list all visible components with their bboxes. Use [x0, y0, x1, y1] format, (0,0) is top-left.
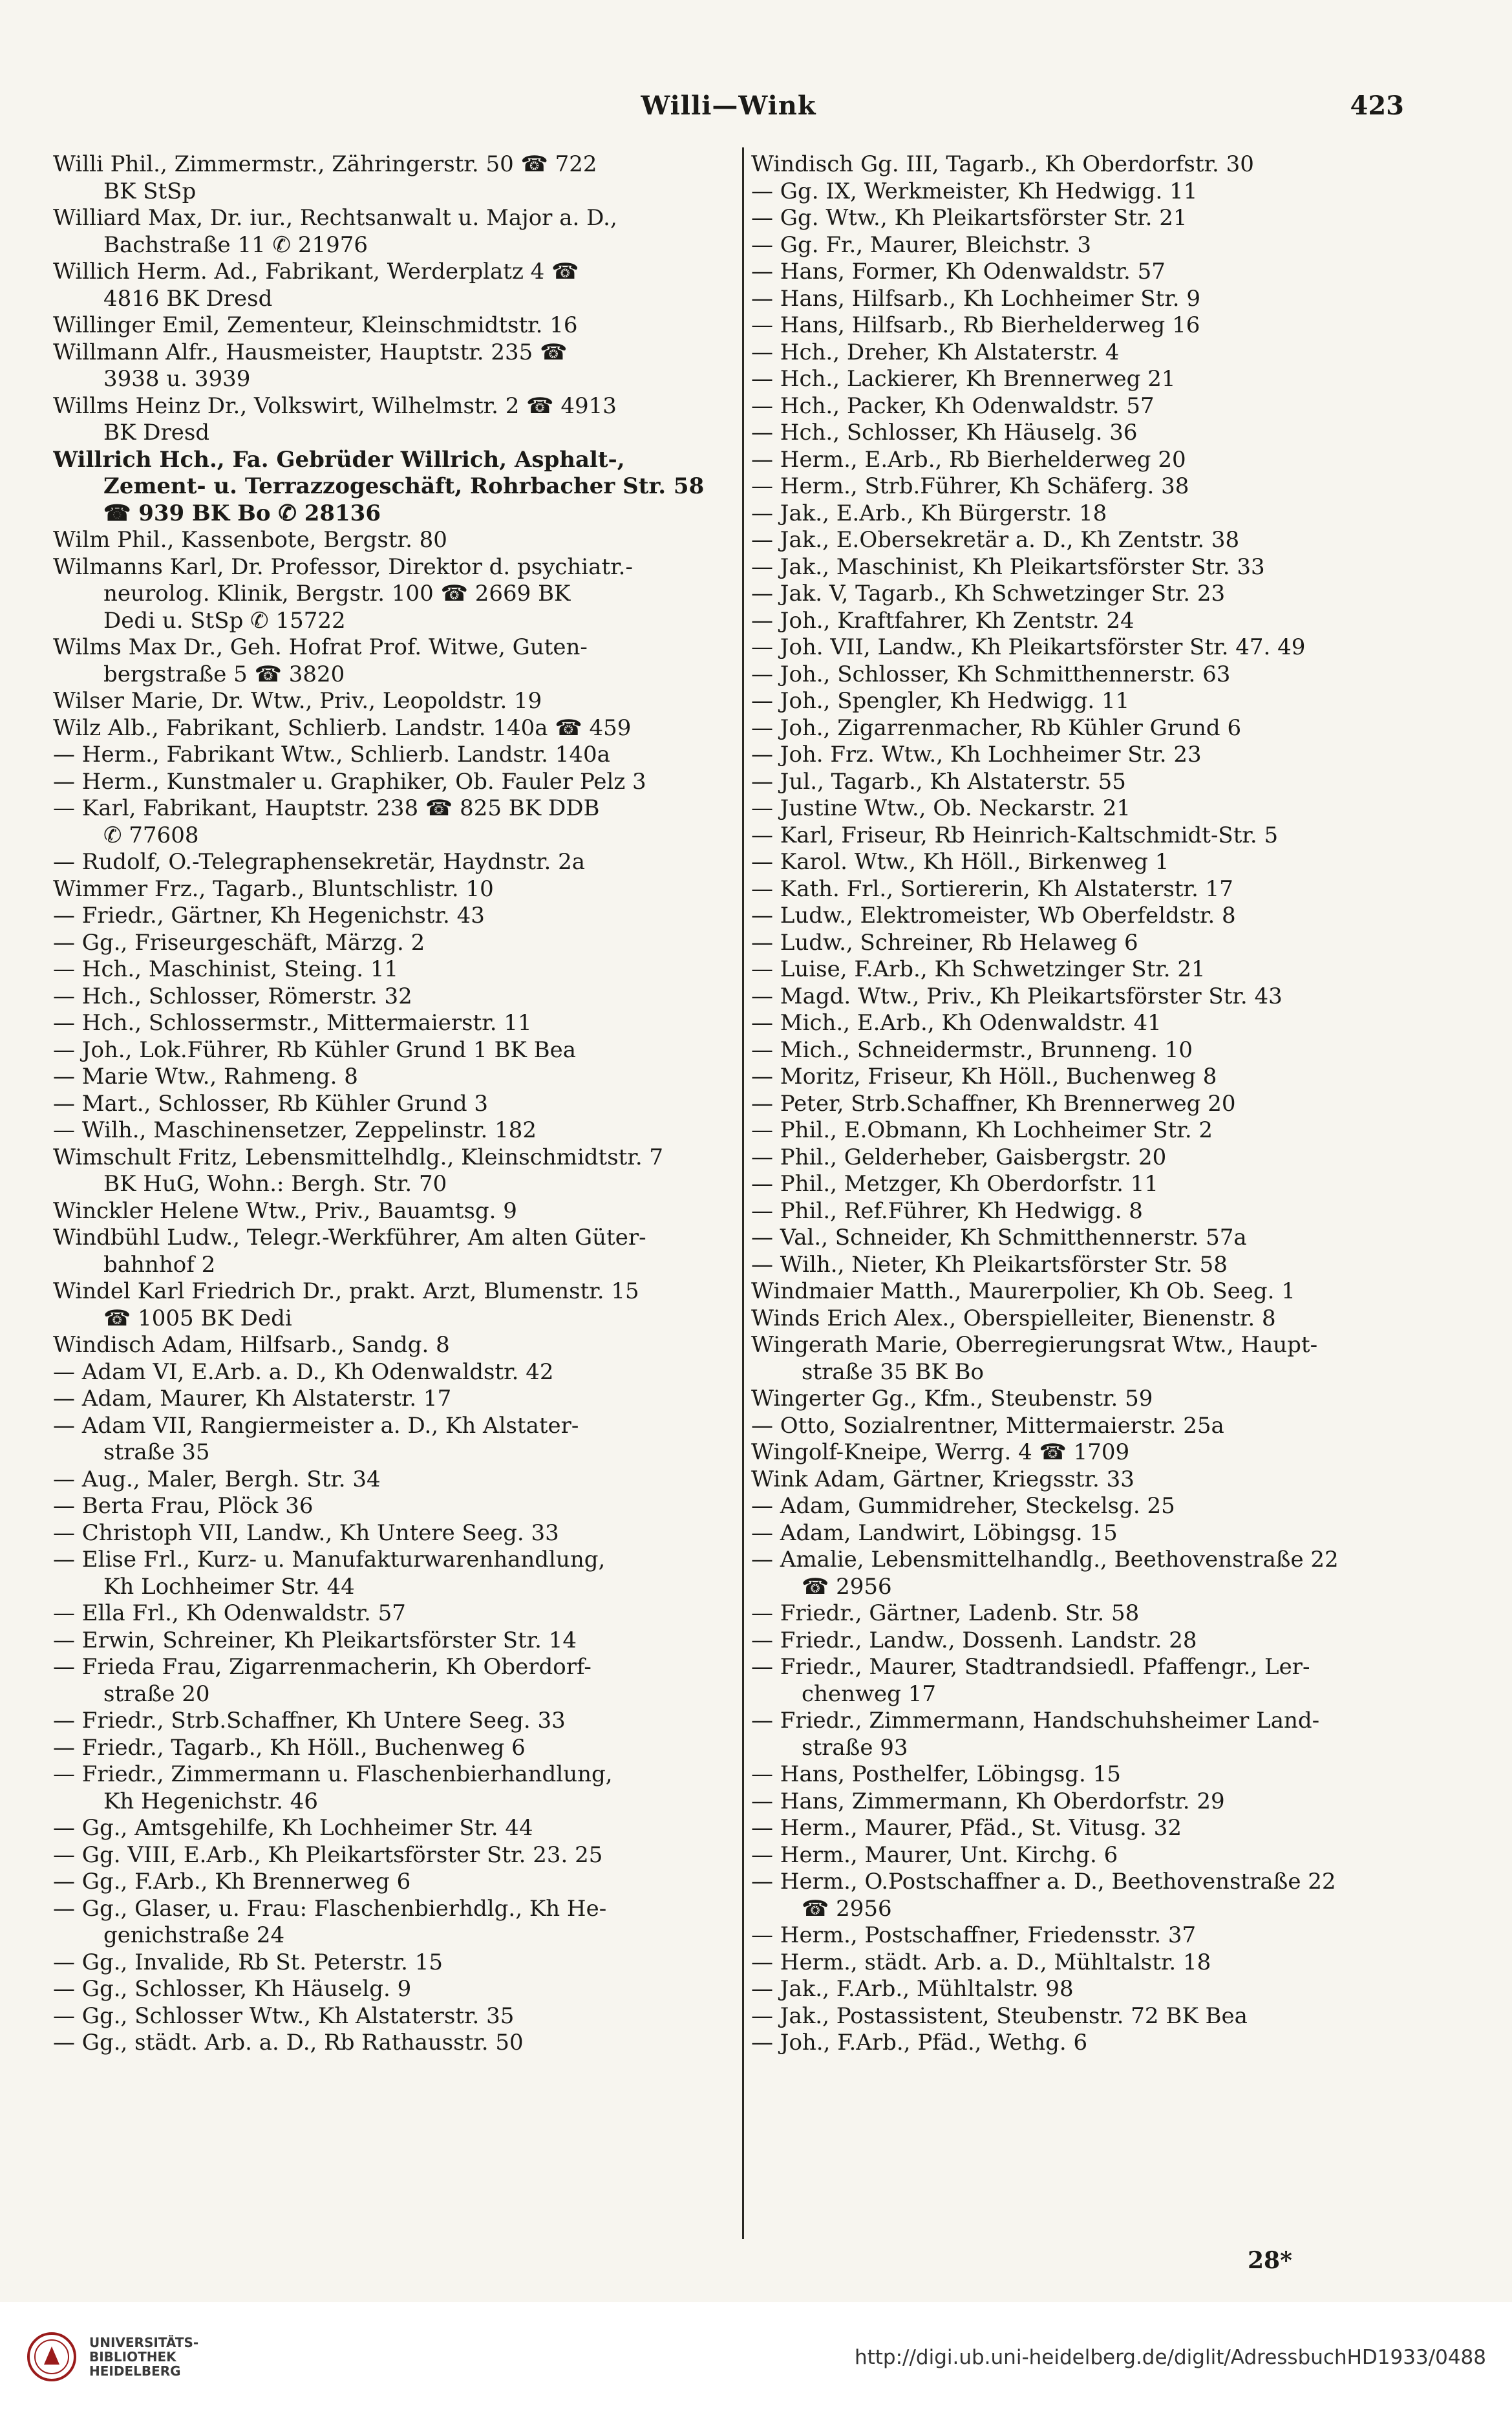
directory-entry [751, 1949, 1398, 1977]
directory-entry [53, 339, 725, 393]
entry-continuation-line: straße 20 [103, 1680, 210, 1707]
directory-entry [751, 1815, 1398, 1842]
entry-line: — Jak., Maschinist, Kh Pleikartsförster Str. 33 [751, 553, 1265, 580]
directory-entry [53, 795, 725, 849]
directory-entry [53, 769, 725, 796]
entry-line: — Hch., Schlossermstr., Mittermaierstr. 11 [53, 1010, 532, 1036]
entry-line: — Gg. IX, Werkmeister, Kh Hedwigg. 11 [751, 178, 1198, 204]
entry-line: — Gg., F.Arb., Kh Brennerweg 6 [53, 1869, 411, 1895]
entry-line: — Herm., Kunstmaler u. Graphiker, Ob. Fauler Pelz 3 [53, 768, 646, 795]
entry-line: — Gg., Schlosser Wtw., Kh Alstaterstr. 35 [53, 2002, 515, 2029]
directory-entry [751, 1144, 1398, 1172]
entry-line: Wilm Phil., Kassenbote, Bergstr. 80 [53, 527, 447, 553]
directory-entry [751, 447, 1398, 474]
entry-line: Wingerath Marie, Oberregierungsrat Wtw., Haupt- [751, 1332, 1318, 1358]
directory-entry [751, 286, 1398, 313]
entry-line: Wingolf-Kneipe, Werrg. 4 ☎ 1709 [751, 1439, 1130, 1465]
entry-line: — Justine Wtw., Ob. Neckarstr. 21 [751, 795, 1131, 821]
directory-entry [751, 849, 1398, 876]
directory-entry [751, 1091, 1398, 1118]
entry-continuation-line: chenweg 17 [802, 1680, 937, 1707]
entry-continuation-line: straße 35 BK Bo [802, 1358, 984, 1385]
entry-line: — Jak., Postassistent, Steubenstr. 72 BK Bea [751, 2002, 1248, 2029]
entry-line: — Friedr., Tagarb., Kh Höll., Buchenweg 6 [53, 1734, 526, 1761]
directory-entry [53, 1198, 725, 1225]
running-head: Willi—Wink [641, 91, 816, 121]
entry-line: Windmaier Matth., Maurerpolier, Kh Ob. Seeg. 1 [751, 1278, 1295, 1304]
directory-entry [53, 205, 725, 259]
directory-entry [53, 527, 725, 554]
directory-entry [53, 1949, 725, 1977]
directory-entry [53, 1144, 725, 1198]
entry-line: — Friedr., Zimmermann, Handschuhsheimer Land- [751, 1708, 1320, 1734]
directory-entry [53, 2030, 725, 2057]
directory-entry [751, 1413, 1398, 1440]
entry-continuation-line: ☎ 939 BK Bo ✆ 28136 [103, 500, 381, 526]
directory-entry [751, 420, 1398, 447]
directory-entry [53, 1278, 725, 1332]
entry-line: — Friedr., Maurer, Stadtrandsiedl. Pfaffengr., Ler- [751, 1654, 1310, 1680]
directory-entry [751, 1788, 1398, 1816]
entry-line: — Luise, F.Arb., Kh Schwetzinger Str. 21 [751, 956, 1206, 982]
entry-line: — Adam VII, Rangiermeister a. D., Kh Alstater- [53, 1412, 579, 1439]
directory-entry [53, 151, 725, 205]
right-column [751, 151, 1398, 2057]
entry-line: Wimmer Frz., Tagarb., Bluntschlistr. 10 [53, 875, 494, 902]
directory-entry [751, 715, 1398, 742]
entry-line: — Gg., Amtsgehilfe, Kh Lochheimer Str. 44 [53, 1815, 533, 1841]
directory-entry [751, 1305, 1398, 1333]
library-branding [26, 2331, 198, 2383]
entry-continuation-line: straße 35 [103, 1439, 210, 1465]
entry-line: — Gg. VIII, E.Arb., Kh Pleikartsförster Str. 23. 25 [53, 1841, 603, 1868]
directory-entry [53, 1010, 725, 1037]
entry-line: Wilms Max Dr., Geh. Hofrat Prof. Witwe, Guten- [53, 634, 588, 660]
directory-entry [53, 742, 725, 769]
directory-entry [53, 1815, 725, 1842]
directory-entry [751, 1252, 1398, 1279]
directory-entry [53, 876, 725, 903]
entry-line: — Kath. Frl., Sortiererin, Kh Alstaterstr. 17 [751, 875, 1233, 902]
entry-line: — Gg. Fr., Maurer, Bleichstr. 3 [751, 231, 1092, 258]
directory-entry [53, 1332, 725, 1359]
directory-entry [53, 1413, 725, 1466]
entry-line: — Gg., Glaser, u. Frau: Flaschenbierhdlg., Kh He- [53, 1895, 607, 1922]
directory-entry [751, 393, 1398, 420]
entry-line: — Joh. Frz. Wtw., Kh Lochheimer Str. 23 [751, 742, 1202, 768]
directory-entry [751, 1869, 1398, 1922]
directory-entry [53, 1735, 725, 1762]
entry-continuation-line: ☎ 2956 [802, 1573, 892, 1600]
entry-line: — Moritz, Friseur, Kh Höll., Buchenweg 8 [751, 1064, 1217, 1090]
signature-mark: 28* [1248, 2247, 1292, 2274]
entry-line: Williard Max, Dr. iur., Rechtsanwalt u. Major a. D., [53, 205, 617, 231]
source-url[interactable]: http://digi.ub.uni-heidelberg.de/diglit/AdressbuchHD1933/0488 [854, 2346, 1486, 2369]
directory-entry [751, 930, 1398, 957]
entry-line: — Herm., Strb.Führer, Kh Schäferg. 38 [751, 473, 1189, 499]
directory-entry [751, 1976, 1398, 2003]
entry-line: — Frieda Frau, Zigarrenmacherin, Kh Oberdorf- [53, 1654, 591, 1680]
column-divider [742, 147, 744, 2239]
directory-entry [751, 1520, 1398, 1547]
entry-line: — Wilh., Nieter, Kh Pleikartsförster Str. 58 [751, 1251, 1228, 1278]
entry-line: — Jak., E.Arb., Kh Bürgerstr. 18 [751, 500, 1107, 526]
entry-line: — Gg., Schlosser, Kh Häuselg. 9 [53, 1976, 412, 2002]
entry-line: — Hch., Lackierer, Kh Brennerweg 21 [751, 366, 1176, 392]
entry-line: — Gg., Friseurgeschäft, Märzg. 2 [53, 929, 425, 956]
directory-entry [751, 151, 1398, 178]
entry-line: — Marie Wtw., Rahmeng. 8 [53, 1064, 358, 1090]
directory-entry [751, 634, 1398, 661]
entry-line: — Karl, Friseur, Rb Heinrich-Kaltschmidt-Str. 5 [751, 822, 1279, 848]
entry-line: — Herm., Postschaffner, Friedensstr. 37 [751, 1922, 1197, 1948]
directory-entry [751, 1654, 1398, 1708]
entry-line: — Ella Frl., Kh Odenwaldstr. 57 [53, 1600, 406, 1626]
directory-entry [751, 205, 1398, 232]
directory-entry [751, 232, 1398, 259]
directory-entry [53, 1117, 725, 1144]
entry-line: — Hans, Posthelfer, Löbingsg. 15 [751, 1761, 1121, 1787]
entry-line: — Hans, Former, Kh Odenwaldstr. 57 [751, 259, 1166, 284]
entry-line: Willich Herm. Ad., Fabrikant, Werderplatz 4 ☎ [53, 259, 579, 284]
directory-entry [53, 259, 725, 312]
entry-line: — Friedr., Gärtner, Kh Hegenichstr. 43 [53, 903, 485, 929]
directory-entry [53, 2003, 725, 2030]
directory-entry [53, 1493, 725, 1520]
entry-continuation-line: Kh Lochheimer Str. 44 [103, 1573, 355, 1600]
entry-line: — Herm., Fabrikant Wtw., Schlierb. Landstr. 140a [53, 742, 610, 768]
directory-entry [53, 447, 725, 528]
directory-entry [751, 742, 1398, 769]
entry-line: Winds Erich Alex., Oberspielleiter, Bienenstr. 8 [751, 1305, 1276, 1331]
entry-line: — Hch., Packer, Kh Odenwaldstr. 57 [751, 392, 1155, 419]
entry-line: — Herm., Maurer, Unt. Kirchg. 6 [751, 1841, 1118, 1868]
entry-line: — Joh., Kraftfahrer, Kh Zentstr. 24 [751, 607, 1134, 634]
directory-entry [751, 312, 1398, 339]
directory-entry [751, 1493, 1398, 1520]
entry-line: Winckler Helene Wtw., Priv., Bauamtsg. 9 [53, 1197, 517, 1224]
entry-continuation-line: 3938 u. 3939 [103, 366, 251, 392]
entry-line: — Hans, Hilfsarb., Rb Bierhelderweg 16 [751, 312, 1200, 338]
directory-entry [751, 1332, 1398, 1386]
entry-continuation-line: Bachstraße 11 ✆ 21976 [103, 231, 368, 258]
entry-line: Wilmanns Karl, Dr. Professor, Direktor d. psychiatr.- [53, 553, 633, 580]
directory-entry [53, 312, 725, 339]
entry-line: — Phil., Gelderheber, Gaisbergstr. 20 [751, 1144, 1167, 1170]
entry-line: Wilz Alb., Fabrikant, Schlierb. Landstr. 140a ☎ 459 [53, 714, 632, 741]
entry-line: Willms Heinz Dr., Volkswirt, Wilhelmstr. 2 ☎ 4913 [53, 392, 617, 419]
directory-entry [751, 1466, 1398, 1494]
entry-line: — Gg., städt. Arb. a. D., Rb Rathausstr. 50 [53, 2030, 524, 2056]
entry-line: — Otto, Sozialrentner, Mittermaierstr. 25a [751, 1412, 1224, 1439]
entry-line: — Amalie, Lebensmittelhandlg., Beethovenstraße 22 [751, 1547, 1339, 1573]
entry-continuation-line: BK StSp [103, 178, 197, 204]
entry-line: — Friedr., Zimmermann u. Flaschenbierhandlung, [53, 1761, 613, 1787]
entry-line: Willrich Hch., Fa. Gebrüder Willrich, Asphalt-, [53, 446, 625, 473]
directory-entry [53, 634, 725, 688]
entry-line: — Joh., Spengler, Kh Hedwigg. 11 [751, 688, 1130, 714]
directory-entry [53, 688, 725, 715]
directory-entry [53, 393, 725, 447]
entry-continuation-line: ✆ 77608 [103, 822, 199, 848]
directory-entry [53, 1976, 725, 2003]
directory-entry [53, 930, 725, 957]
entry-line: — Ludw., Schreiner, Rb Helaweg 6 [751, 929, 1138, 956]
entry-continuation-line: 4816 BK Dresd [103, 285, 273, 312]
entry-line: — Herm., Maurer, Pfäd., St. Vitusg. 32 [751, 1815, 1182, 1841]
entry-line: — Jak., E.Obersekretär a. D., Kh Zentstr. 38 [751, 527, 1240, 553]
entry-line: Windisch Adam, Hilfsarb., Sandg. 8 [53, 1332, 450, 1358]
directory-entry [53, 1547, 725, 1600]
directory-entry [751, 581, 1398, 608]
directory-entry [751, 1037, 1398, 1064]
directory-entry [751, 1922, 1398, 1949]
entry-line: Wilser Marie, Dr. Wtw., Priv., Leopoldstr. 19 [53, 688, 542, 714]
directory-entry [53, 1600, 725, 1627]
directory-entry [53, 956, 725, 983]
entry-line: — Phil., Metzger, Kh Oberdorfstr. 11 [751, 1171, 1158, 1197]
directory-entry [751, 259, 1398, 286]
directory-entry [751, 795, 1398, 822]
directory-entry [751, 178, 1398, 206]
entry-line: — Herm., O.Postschaffner a. D., Beethovenstraße 22 [751, 1869, 1336, 1895]
entry-continuation-line: ☎ 2956 [802, 1895, 892, 1922]
entry-continuation-line: BK Dresd [103, 420, 210, 445]
entry-line: Wimschult Fritz, Lebensmittelhdlg., Kleinschmidtstr. 7 [53, 1144, 664, 1170]
directory-entry [751, 1627, 1398, 1655]
directory-entry [751, 1600, 1398, 1627]
library-seal-icon [26, 2331, 78, 2383]
entry-continuation-line: Zement- u. Terrazzogeschäft, Rohrbacher Str. 58 [103, 473, 705, 499]
entry-continuation-line: genichstraße 24 [103, 1922, 285, 1948]
entry-line: — Herm., städt. Arb. a. D., Mühltalstr. 18 [751, 1949, 1211, 1975]
entry-line: — Joh., Zigarrenmacher, Rb Kühler Grund 6 [751, 714, 1242, 741]
directory-entry [751, 1761, 1398, 1788]
entry-line: — Mich., E.Arb., Kh Odenwaldstr. 41 [751, 1010, 1162, 1036]
entry-line: — Friedr., Gärtner, Ladenb. Str. 58 [751, 1600, 1140, 1626]
entry-continuation-line: straße 93 [802, 1734, 908, 1761]
directory-entry [53, 1654, 725, 1708]
entry-line: Wink Adam, Gärtner, Kriegsstr. 33 [751, 1466, 1134, 1492]
page-number: 423 [1350, 91, 1404, 121]
entry-line: — Hans, Zimmermann, Kh Oberdorfstr. 29 [751, 1788, 1225, 1814]
entry-line: — Jul., Tagarb., Kh Alstaterstr. 55 [751, 768, 1126, 795]
directory-entry [751, 1386, 1398, 1413]
entry-line: — Berta Frau, Plöck 36 [53, 1493, 314, 1519]
entry-line: — Joh., Lok.Führer, Rb Kühler Grund 1 BK Bea [53, 1036, 577, 1063]
directory-entry [751, 1278, 1398, 1305]
directory-entry [751, 1010, 1398, 1037]
entry-line: — Hch., Schlosser, Kh Häuselg. 36 [751, 420, 1138, 445]
directory-entry [53, 1708, 725, 1735]
directory-entry [751, 822, 1398, 850]
entry-line: Wingerter Gg., Kfm., Steubenstr. 59 [751, 1386, 1153, 1412]
directory-entry [53, 1359, 725, 1386]
directory-entry [53, 849, 725, 876]
entry-continuation-line: Dedi u. StSp ✆ 15722 [103, 607, 346, 634]
directory-entry [751, 983, 1398, 1011]
directory-entry [53, 1520, 725, 1547]
directory-entry [751, 366, 1398, 393]
entry-line: — Phil., E.Obmann, Kh Lochheimer Str. 2 [751, 1117, 1213, 1143]
entry-line: Willinger Emil, Zementeur, Kleinschmidtstr. 16 [53, 312, 578, 338]
entry-line: — Hch., Schlosser, Römerstr. 32 [53, 983, 412, 1009]
entry-continuation-line: bahnhof 2 [103, 1251, 216, 1278]
entry-line: — Erwin, Schreiner, Kh Pleikartsförster Str. 14 [53, 1627, 577, 1653]
entry-line: — Karl, Fabrikant, Hauptstr. 238 ☎ 825 BK DDB [53, 795, 600, 821]
entry-line: Willi Phil., Zimmermstr., Zähringerstr. 50 ☎ 722 [53, 151, 597, 177]
directory-entry [751, 769, 1398, 796]
entry-line: — Magd. Wtw., Priv., Kh Pleikartsförster Str. 43 [751, 983, 1283, 1009]
directory-entry [751, 608, 1398, 635]
entry-line: — Adam, Maurer, Kh Alstaterstr. 17 [53, 1386, 452, 1412]
entry-line: — Hch., Dreher, Kh Alstaterstr. 4 [751, 339, 1120, 365]
directory-entry [751, 554, 1398, 581]
left-column [53, 151, 725, 2057]
directory-entry [751, 339, 1398, 367]
entry-line: — Adam, Gummidreher, Steckelsg. 25 [751, 1493, 1175, 1519]
directory-entry [751, 500, 1398, 528]
entry-line: — Joh. VII, Landw., Kh Pleikartsförster Str. 47. 49 [751, 634, 1306, 660]
directory-entry [53, 1037, 725, 1064]
directory-entry [751, 956, 1398, 983]
entry-line: — Joh., F.Arb., Pfäd., Wethg. 6 [751, 2030, 1088, 2056]
entry-line: — Ludw., Elektromeister, Wb Oberfeldstr. 8 [751, 903, 1236, 929]
directory-entry [751, 527, 1398, 554]
directory-entry [751, 1547, 1398, 1600]
entry-continuation-line: bergstraße 5 ☎ 3820 [103, 661, 345, 687]
directory-entry [751, 661, 1398, 689]
entry-line: — Adam VI, E.Arb. a. D., Kh Odenwaldstr. 42 [53, 1358, 554, 1385]
entry-line: — Christoph VII, Landw., Kh Untere Seeg. 33 [53, 1519, 559, 1546]
entry-line: — Mart., Schlosser, Rb Kühler Grund 3 [53, 1090, 489, 1117]
entry-line: — Rudolf, O.-Telegraphensekretär, Haydnstr. 2a [53, 849, 586, 875]
entry-line: — Gg. Wtw., Kh Pleikartsförster Str. 21 [751, 205, 1187, 231]
directory-entry [751, 1064, 1398, 1091]
entry-line: — Jak. V, Tagarb., Kh Schwetzinger Str. 23 [751, 581, 1226, 606]
directory-entry [53, 1091, 725, 1118]
directory-entry [751, 1117, 1398, 1144]
entry-line: — Friedr., Landw., Dossenh. Landstr. 28 [751, 1627, 1197, 1653]
entry-line: Windbühl Ludw., Telegr.-Werkführer, Am alten Güter- [53, 1225, 646, 1251]
directory-entry [751, 1171, 1398, 1198]
directory-entry [53, 1627, 725, 1655]
directory-entry [751, 688, 1398, 715]
entry-line: — Herm., E.Arb., Rb Bierhelderweg 20 [751, 446, 1186, 473]
entry-line: — Aug., Maler, Bergh. Str. 34 [53, 1466, 381, 1492]
entry-line: Windisch Gg. III, Tagarb., Kh Oberdorfstr. 30 [751, 151, 1254, 177]
directory-entry [53, 1761, 725, 1815]
directory-entry [751, 473, 1398, 500]
entry-continuation-line: BK HuG, Wohn.: Bergh. Str. 70 [103, 1171, 447, 1197]
directory-entry [53, 1842, 725, 1869]
entry-line: — Hch., Maschinist, Steing. 11 [53, 956, 399, 982]
directory-entry [751, 876, 1398, 903]
entry-continuation-line: ☎ 1005 BK Dedi [103, 1305, 292, 1331]
entry-line: — Peter, Strb.Schaffner, Kh Brennerweg 20 [751, 1090, 1236, 1117]
entry-line: — Val., Schneider, Kh Schmitthennerstr. 57a [751, 1225, 1247, 1251]
directory-entry [751, 1439, 1398, 1466]
entry-line: Willmann Alfr., Hausmeister, Hauptstr. 235 ☎ [53, 339, 568, 365]
entry-line: — Gg., Invalide, Rb St. Peterstr. 15 [53, 1949, 443, 1975]
entry-line: — Joh., Schlosser, Kh Schmitthennerstr. 63 [751, 661, 1231, 687]
page-header [53, 91, 1404, 136]
directory-entry [53, 715, 725, 742]
library-name: UNIVERSITÄTS- BIBLIOTHEK HEIDELBERG [89, 2335, 199, 2379]
directory-entry [751, 2003, 1398, 2030]
entry-continuation-line: neurolog. Klinik, Bergstr. 100 ☎ 2669 BK [103, 581, 571, 606]
directory-entry [53, 1466, 725, 1494]
entry-line: — Wilh., Maschinensetzer, Zeppelinstr. 182 [53, 1117, 537, 1143]
directory-entry [751, 903, 1398, 930]
directory-entry [751, 1225, 1398, 1252]
entry-line: — Hans, Hilfsarb., Kh Lochheimer Str. 9 [751, 285, 1200, 312]
directory-entry [53, 903, 725, 930]
directory-entry [751, 1198, 1398, 1225]
entry-line: — Elise Frl., Kurz- u. Manufakturwarenhandlung, [53, 1547, 606, 1573]
entry-line: — Karol. Wtw., Kh Höll., Birkenweg 1 [751, 849, 1169, 875]
entry-line: — Mich., Schneidermstr., Brunneng. 10 [751, 1036, 1193, 1063]
directory-entry [53, 983, 725, 1011]
entry-line: — Phil., Ref.Führer, Kh Hedwigg. 8 [751, 1197, 1143, 1224]
directory-entry [53, 1225, 725, 1278]
directory-entry [751, 1708, 1398, 1761]
entry-continuation-line: Kh Hegenichstr. 46 [103, 1788, 318, 1814]
directory-entry [53, 1896, 725, 1949]
directory-entry [751, 2030, 1398, 2057]
entry-line: — Friedr., Strb.Schaffner, Kh Untere Seeg. 33 [53, 1708, 566, 1734]
directory-entry [53, 1064, 725, 1091]
entry-line: Windel Karl Friedrich Dr., prakt. Arzt, Blumenstr. 15 [53, 1278, 639, 1304]
directory-entry [53, 554, 725, 635]
directory-entry [53, 1869, 725, 1896]
directory-entry [53, 1386, 725, 1413]
entry-line: — Jak., F.Arb., Mühltalstr. 98 [751, 1976, 1074, 2002]
entry-line: — Adam, Landwirt, Löbingsg. 15 [751, 1519, 1118, 1546]
directory-entry [751, 1842, 1398, 1869]
